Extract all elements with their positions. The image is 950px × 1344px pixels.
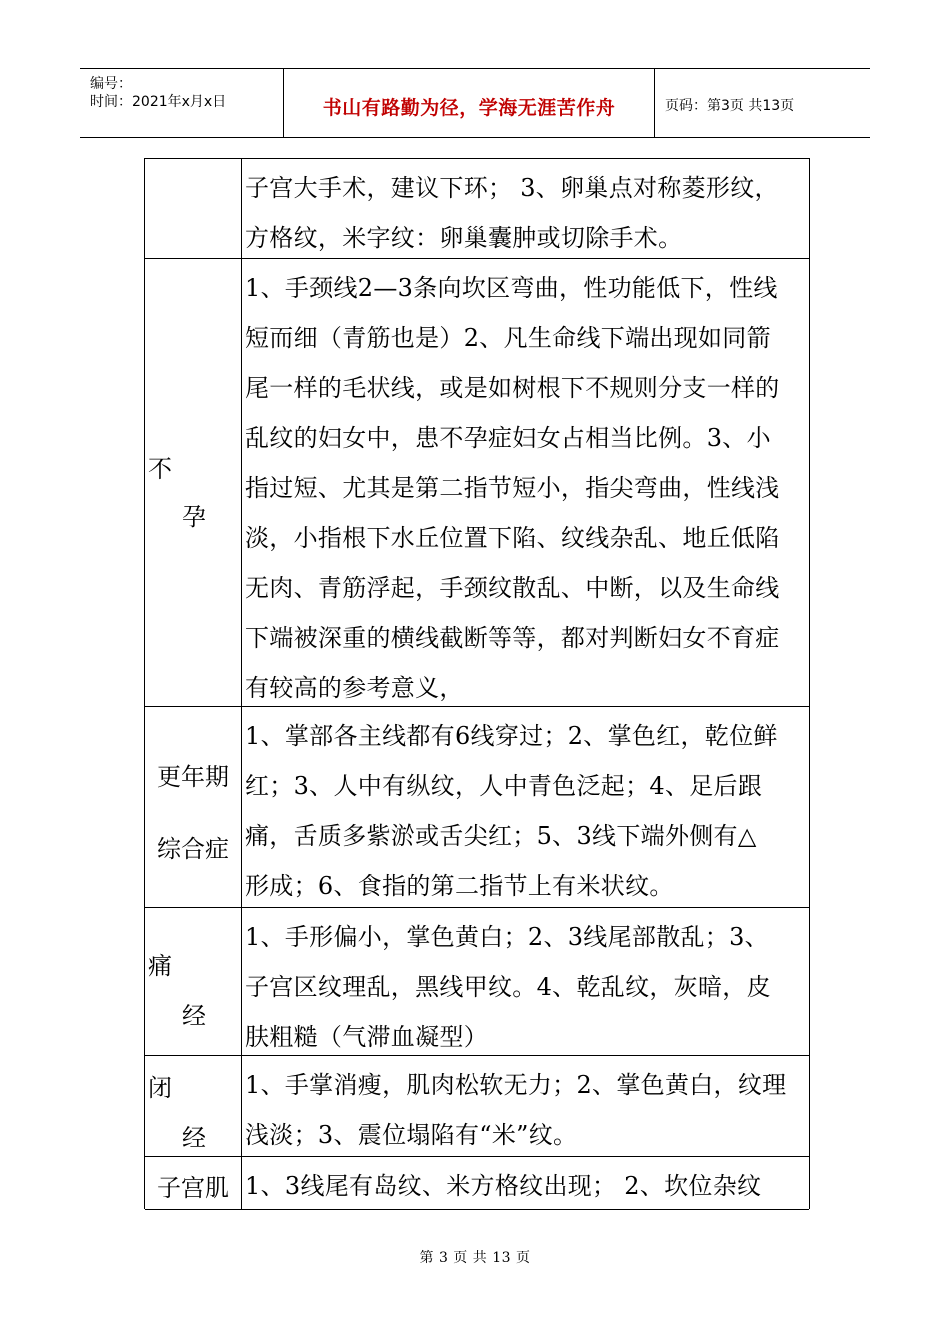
header-page-cell [655, 69, 870, 137]
text-line: 肤粗糙（气滞血凝型） [245, 1023, 488, 1051]
row-text-cell [242, 259, 809, 713]
row-label: 经 [182, 1002, 206, 1030]
table-row [145, 159, 809, 259]
table-row [145, 707, 809, 908]
row-text-cell [242, 707, 809, 911]
text-line: 淡，小指根下水丘位置下陷、纹线杂乱、地丘低陷 [245, 524, 780, 552]
text-line: 短而细（青筋也是）2、凡生命线下端出现如同箭 [245, 324, 771, 352]
table-row [145, 1157, 809, 1210]
row-label: 闭 [148, 1074, 172, 1102]
text-line: 1、掌部各主线都有6线穿过；2、掌色红，乾位鲜 [245, 722, 778, 750]
motto-text: 书山有路勤为径，学海无涯苦作舟 [322, 97, 616, 119]
row-text-cell [242, 1157, 809, 1211]
document-header [80, 68, 870, 138]
text-line: 子宫大手术，建议下环； 3、卵巢点对称菱形纹， [245, 174, 779, 202]
number-label: 编号： [90, 76, 132, 92]
text-line: 尾一样的毛状线，或是如树根下不规则分支一样的 [245, 374, 780, 402]
row-text-cell [242, 1056, 809, 1160]
text-line: 1、手掌消瘦，肌肉松软无力；2、掌色黄白，纹理 [245, 1071, 787, 1099]
row-label-cell [145, 159, 242, 258]
text-line: 痛，舌质多紫淤或舌尖红；5、3线下端外侧有△ [245, 822, 757, 850]
row-label-cell [145, 1056, 242, 1156]
header-meta-cell [80, 69, 284, 137]
row-label: 综合症 [157, 835, 229, 863]
table-row [145, 259, 809, 707]
text-line: 子宫区纹理乱，黑线甲纹。4、乾乱纹，灰暗，皮 [245, 973, 771, 1001]
time-label: 时间：2021年x月x日 [90, 94, 227, 110]
symptom-table [144, 158, 810, 1209]
row-label-cell [145, 259, 242, 706]
text-line: 下端被深重的横线截断等等，都对判断妇女不育症 [245, 624, 780, 652]
row-text-cell [242, 159, 809, 263]
page-info: 页码：第3页 共13页 [665, 98, 795, 114]
row-label: 更年期 [157, 763, 229, 791]
page-footer: 第 3 页 共 13 页 [419, 1250, 531, 1266]
header-motto-cell [284, 69, 655, 137]
row-label-cell [145, 707, 242, 907]
row-label: 子宫肌 [157, 1174, 229, 1202]
text-line: 1、手形偏小，掌色黄白；2、3线尾部散乱；3、 [245, 923, 769, 951]
row-label: 不 [148, 455, 172, 483]
text-line: 指过短、尤其是第二指节短小，指尖弯曲，性线浅 [245, 474, 780, 502]
row-label: 孕 [182, 503, 206, 531]
row-label-cell [145, 908, 242, 1055]
table-row [145, 908, 809, 1056]
text-line: 有较高的参考意义， [245, 674, 464, 702]
row-label: 经 [182, 1124, 206, 1152]
text-line: 1、3线尾有岛纹、米方格纹出现； 2、坎位杂纹 [245, 1172, 762, 1200]
table-row [145, 1056, 809, 1157]
text-line: 红；3、人中有纵纹，人中青色泛起；4、足后跟 [245, 772, 763, 800]
text-line: 1、手颈线2—3条向坎区弯曲，性功能低下，性线 [245, 274, 778, 302]
text-line: 方格纹，米字纹：卵巢囊肿或切除手术。 [245, 224, 683, 252]
text-line: 形成；6、食指的第二指节上有米状纹。 [245, 872, 674, 900]
text-line: 乱纹的妇女中，患不孕症妇女占相当比例。3、小 [245, 424, 771, 452]
row-label-cell [145, 1157, 242, 1209]
row-label: 痛 [148, 952, 172, 980]
text-line: 无肉、青筋浮起，手颈纹散乱、中断，以及生命线 [245, 574, 780, 602]
text-line: 浅淡；3、震位塌陷有“米”纹。 [245, 1121, 578, 1149]
row-text-cell [242, 908, 809, 1062]
